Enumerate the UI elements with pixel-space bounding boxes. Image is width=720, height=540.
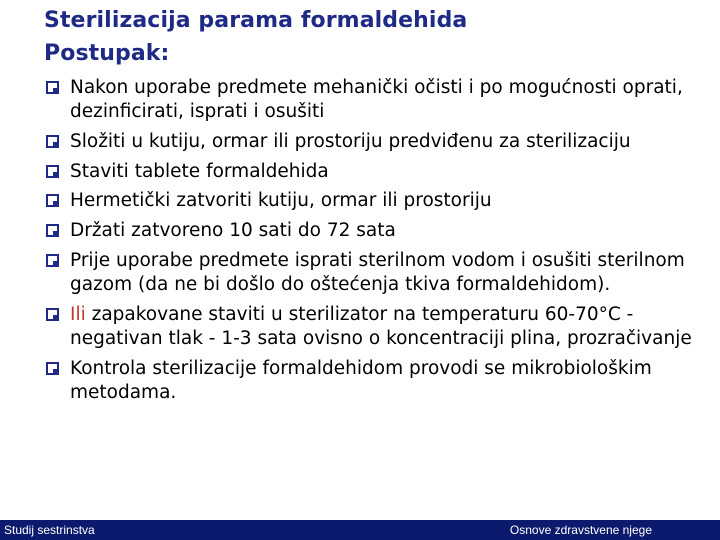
list-item [44,160,704,184]
checkbox-square-icon [46,254,59,267]
list-item [44,130,704,154]
list-item [44,219,704,243]
list-item [44,357,704,405]
list-item-text: Staviti tablete formaldehida [70,160,329,182]
footer-left-text: Studij sestrinstva [4,523,95,537]
list-item-text: Hermetički zatvoriti kutiju, ormar ili prostoriju [70,190,492,212]
checkbox-square-icon [46,81,59,94]
checkbox-square-icon [46,135,59,148]
footer-bar [0,520,720,540]
list-item-text: Kontrola sterilizacije formaldehidom provodi se mikrobiološkim metodama. [70,357,652,403]
footer-right-text: Osnove zdravstvene njege [509,523,652,537]
list-item-text: Složiti u kutiju, ormar ili prostoriju predviđenu za sterilizaciju [70,130,631,152]
list-item-text: Držati zatvoreno 10 sati do 72 sata [70,220,396,242]
list-item [44,303,704,351]
checkbox-square-icon [46,362,59,375]
checkbox-square-icon [46,224,59,237]
checkbox-square-icon [46,308,59,321]
list-item-text: zapakovane staviti u sterilizator na temperaturu 60-70°C - negativan tlak - 1-3 sata ovisno o koncentraciji plina, prozračivanje [70,303,692,349]
procedure-list [44,76,704,410]
title-line-2: Postupak: [44,41,170,66]
title-line-1: Sterilizacija parama formaldehida [44,8,468,33]
list-item-text: Nakon uporabe predmete mehanički očisti i po mogućnosti oprati, dezinficirati, isprati i osušiti [70,77,683,123]
checkbox-square-icon [46,194,59,207]
list-item-text: Prije uporabe predmete isprati sterilnom vodom i osušiti sterilnom gazom (da ne bi došlo do oštećenja tkiva formaldehidom). [70,249,685,295]
list-item [44,189,704,213]
checkbox-square-icon [46,165,59,178]
list-item [44,249,704,297]
accent-word: Ili [70,303,86,325]
slide-title [44,4,467,70]
list-item [44,76,704,124]
